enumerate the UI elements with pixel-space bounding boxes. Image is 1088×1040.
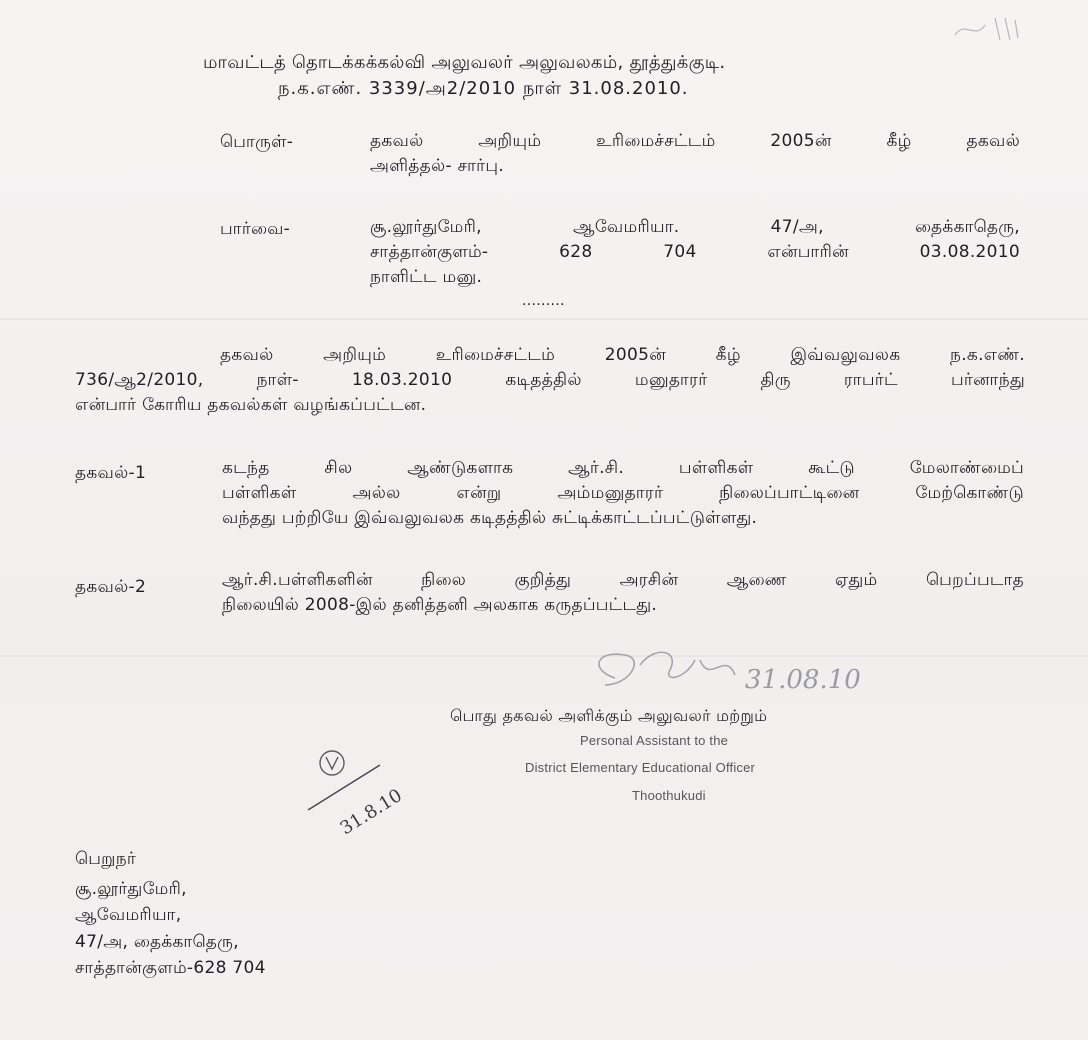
stamp-line-1: Personal Assistant to the (580, 733, 729, 748)
subject-label: பொருள்- (220, 132, 294, 152)
signature-date: 31.08.10 (745, 665, 861, 695)
reference-label: பார்வை- (220, 219, 291, 239)
recipient-line-4: சாத்தான்குளம்-628 704 (75, 958, 266, 978)
stamp-line-3: Thoothukudi (632, 788, 706, 803)
reference-text: சூ.லூர்துமேரி, ஆவேமரியா. 47/அ, தைக்காதெரு, சாத்தான்குளம்- 628 704 என்பாரின் 03.08.2010 நாளிட்ட மனு. (370, 217, 1020, 287)
recipient-line-3: 47/அ, தைக்காதெரு, (75, 932, 239, 952)
recipient-line-1: சூ.லூர்துமேரி, (75, 879, 187, 899)
pencil-mark (950, 10, 1040, 50)
recipient-label: பெறுநர் (75, 849, 137, 869)
office-title: மாவட்டத் தொடக்கக்கல்வி அலுவலர் அலுவலகம், தூத்துக்குடி. (203, 52, 726, 73)
separator: ......... (522, 293, 565, 309)
paper-fold (0, 655, 1088, 657)
initials-mark (300, 735, 440, 845)
info-2-label: தகவல்-2 (75, 577, 147, 597)
info-1-label: தகவல்-1 (75, 463, 147, 483)
reference-number: ந.க.எண். 3339/அ2/2010 நாள் 31.08.2010. (278, 78, 689, 99)
body-paragraph: தகவல் அறியும் உரிமைச்சட்டம் 2005ன் கீழ் இவ்வலுவலக ந.க.எண். 736/ஆ2/2010, நாள்- 18.03.2010 கடிதத்தில் மனுதாரர் திரு ராபர்ட் பர்னாந்து என்பார் கோரிய தகவல்கள் வழங்கப்பட்டன. (75, 345, 1025, 415)
signature-scribble (585, 640, 915, 710)
info-2-text: ஆர்.சி.பள்ளிகளின் நிலை குறித்து அரசின் ஆணை ஏதும் பெறப்படாத நிலையில் 2008-இல் தனித்தனி அலகாக கருதப்பட்டது. (222, 570, 1024, 615)
initials-date: 31.8.10 (336, 785, 406, 840)
paper-fold (0, 318, 1088, 320)
signature-designation: பொது தகவல் அளிக்கும் அலுவலர் மற்றும் (450, 706, 768, 725)
recipient-line-2: ஆவேமரியா, (75, 905, 182, 925)
stamp-line-2: District Elementary Educational Officer (525, 760, 756, 775)
info-1-text: கடந்த சில ஆண்டுகளாக ஆர்.சி. பள்ளிகள் கூட்டு மேலாண்மைப் பள்ளிகள் அல்ல என்று அம்மனுதாரர் நிலைப்பாட்டினை மேற்கொண்டு வந்தது பற்றியே இவ்வலுவலக கடிதத்தில் சுட்டிக்காட்டப்பட்டுள்ளது. (222, 458, 1024, 528)
subject-text: தகவல் அறியும் உரிமைச்சட்டம் 2005ன் கீழ் தகவல் அளித்தல்- சார்பு. (370, 131, 1020, 176)
